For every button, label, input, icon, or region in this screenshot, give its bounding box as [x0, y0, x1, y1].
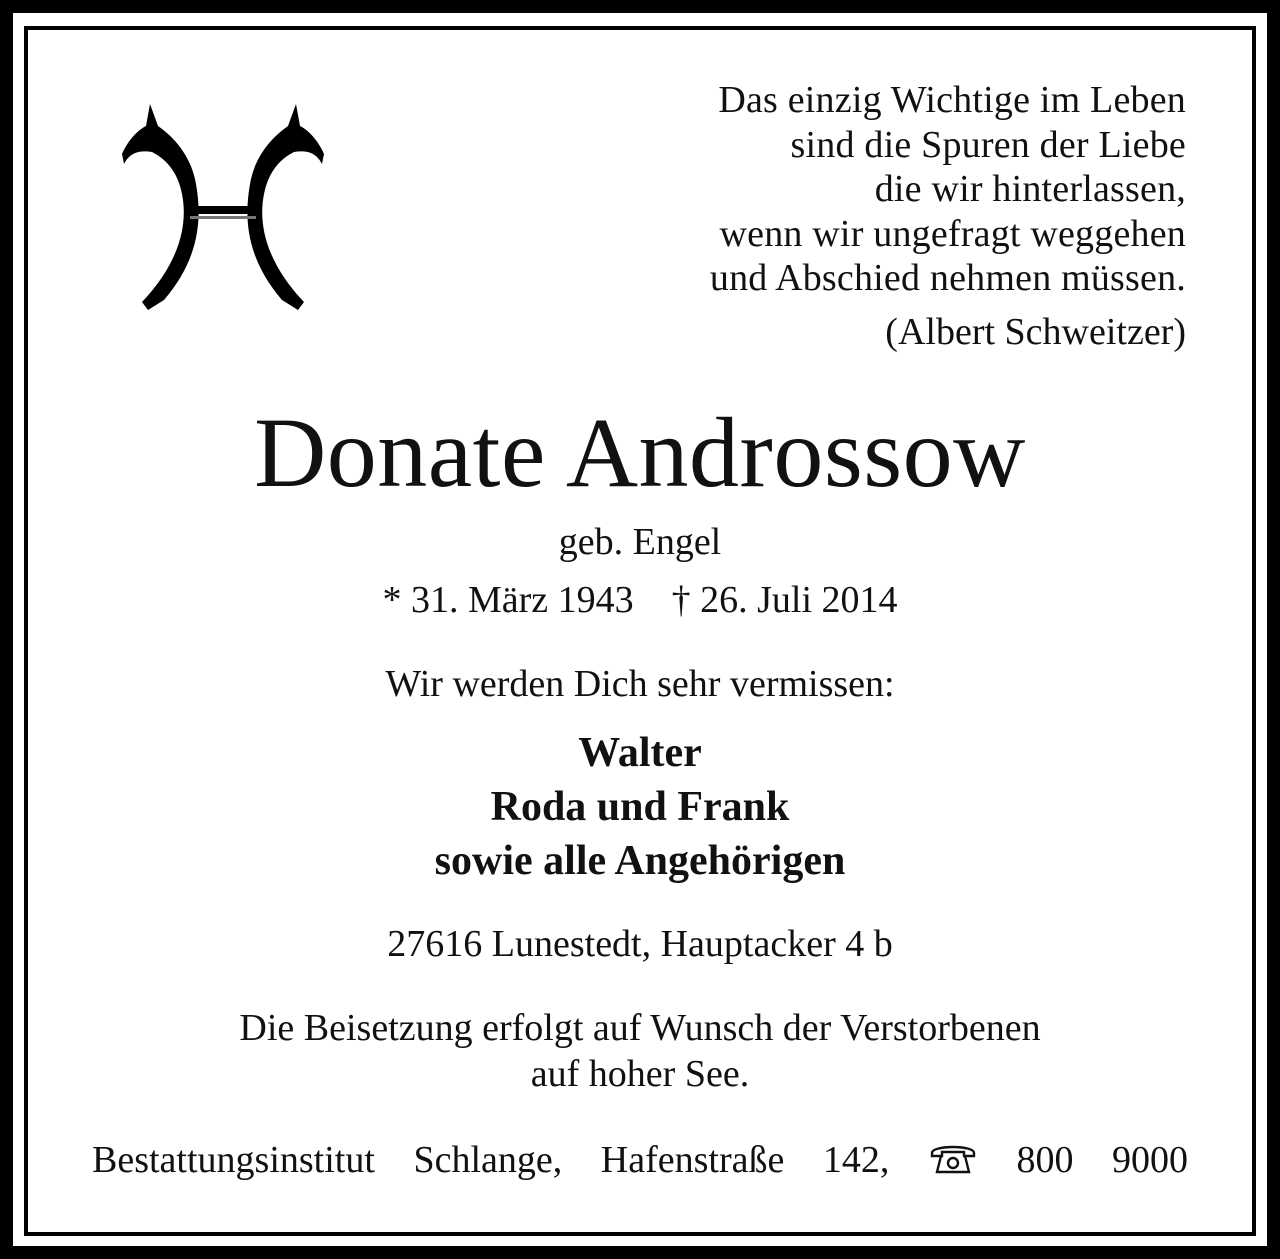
death-date: † 26. Juli 2014: [671, 579, 898, 621]
telephone-icon: [928, 1141, 978, 1175]
quote-line-5: und Abschied nehmen müssen.: [709, 257, 1186, 299]
quote-author: (Albert Schweitzer): [885, 311, 1186, 353]
burial-line-2: auf hoher See.: [530, 1053, 750, 1095]
address: 27616 Lunestedt, Hauptacker 4 b: [387, 923, 893, 965]
mourner-name: Walter: [578, 730, 702, 776]
deceased-name: Donate Androssow: [254, 397, 1026, 508]
funeral-home-text: Bestattungsinstitut Schlange, Hafenstraße 142,: [92, 1139, 890, 1181]
quote-line-4: wenn wir ungefragt weggehen: [719, 212, 1186, 255]
quote: [566, 78, 1186, 301]
mourners-names: [0, 726, 1280, 888]
funeral-home: [92, 1138, 1188, 1182]
burial-line-1: Die Beisetzung erfolgt auf Wunsch der Verstorbenen: [239, 1007, 1041, 1049]
birth-date: * 31. März 1943: [382, 579, 634, 621]
crossed-horse-heads-icon: [118, 96, 328, 316]
quote-line-2: sind die Spuren der Liebe: [790, 123, 1186, 166]
quote-line-1: Das einzig Wichtige im Leben: [718, 79, 1186, 121]
life-dates: [0, 578, 1280, 622]
burial-notice: [0, 1005, 1280, 1097]
mourners-intro: Wir werden Dich sehr vermissen:: [385, 663, 895, 705]
quote-line-3: die wir hinterlassen,: [874, 168, 1186, 210]
funeral-home-phone: 800 9000: [1016, 1139, 1189, 1181]
mourner-name: Roda und Frank: [490, 784, 790, 830]
maiden-name: geb. Engel: [558, 521, 722, 563]
mourner-name: sowie alle Angehörigen: [434, 838, 846, 884]
